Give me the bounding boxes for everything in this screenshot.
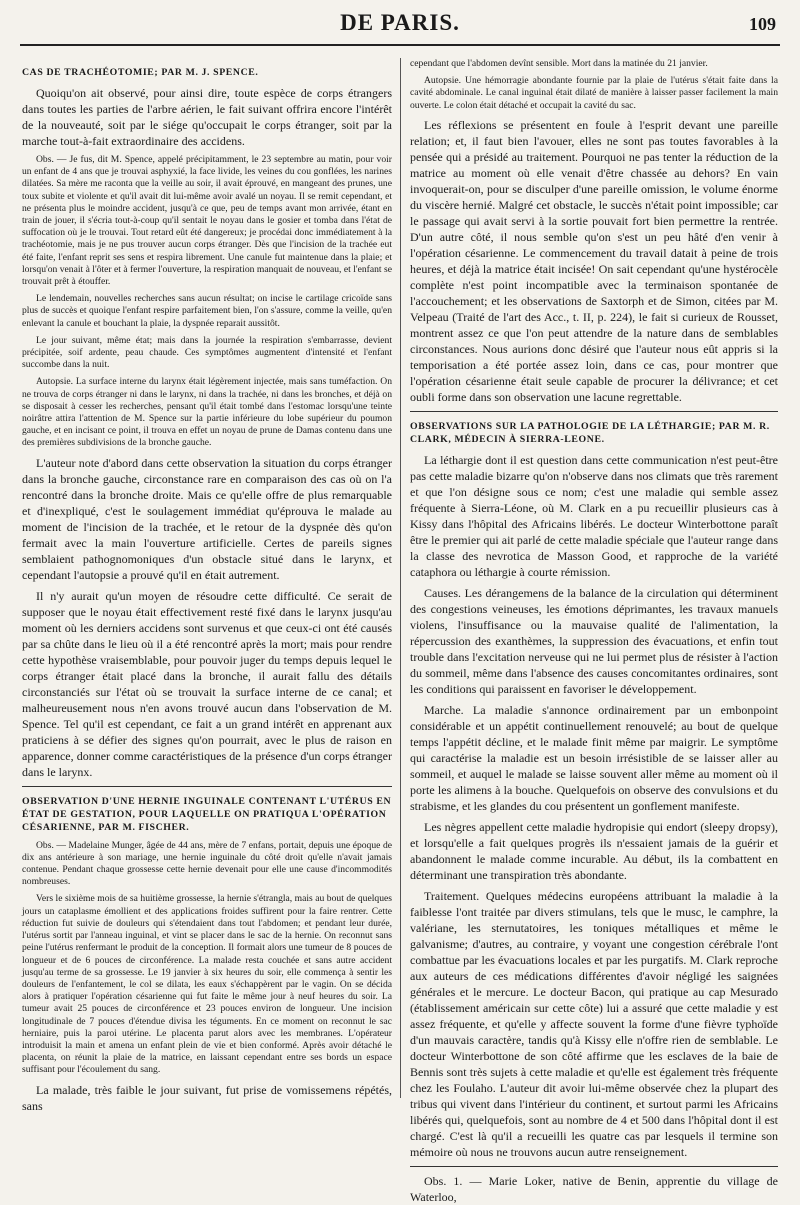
paragraph: La léthargie dont il est question dans cette communication n'est peut-être pas cette maladie bizarre qu'on n'observe dans nos climats que très rarement et que l'on désigne sous ce nom; c'est une maladie qui semble assez fréquente à Sierra-Léone, où M. Clark en a pu recueillir plusieurs cas à Kissy dans l'hôpital des Africains libérés. Le docteur Winterbottone paraît être le premier qui ait parlé de cette maladie spéciale que l'auteur range dans la classe des nevrotica de Masson Good, et rapproche de la variété cataphora ou léthargie à courte rémission. [410, 452, 778, 579]
intro-paragraph: Quoiqu'on ait observé, pour ainsi dire, toute espèce de corps étrangers dans toutes les parties de l'arbre aérien, le fait suivant offrira encore l'intérêt de la nouveauté, soit par le siége qu'occupait le corps étranger, soit par la marche tout-à-fait extraordinaire des accidens. [22, 86, 392, 148]
paragraph: Les nègres appellent cette maladie hydropisie qui endort (sleepy dropsy), et lorsqu'elle a fait quelques progrès ils n'essaient jamais de la guérir et abandonnent le malade comme incurable. Au début, ils la combattent en déterminant une transpiration très abondante. [410, 819, 778, 882]
continuation-paragraph: cependant que l'abdomen devînt sensible. Mort dans la matinée du 21 janvier. [410, 58, 708, 69]
section-divider [410, 411, 778, 412]
page-header [20, 0, 780, 46]
section-heading-tracheotomie: CAS DE TRACHÉOTOMIE; PAR M. J. SPENCE. [22, 67, 259, 78]
column-divider [400, 58, 401, 1098]
page-number: 109 [749, 14, 776, 34]
autopsie-paragraph: Autopsie. Une hémorragie abondante fournie par la plaie de l'utérus s'était faite dans la cavité abdominale. Le canal inguinal était dilaté de manière à laisser passer facilement la main ouverte. Le colon était détaché et occupait la cavité du sac. [410, 75, 778, 111]
autopsie-paragraph: Autopsie. La surface interne du larynx était légèrement injectée, mais sans tuméfaction. On ne trouva de corps étranger ni dans le larynx, ni dans la trachée, ni dans les bronches, et déjà on se disposait à cesser les recherches, pensant qu'il était tombé dans l'estomac lorsqu'une teinte noirâtre attira l'attention de M. Spence sur la partie inférieure du lobe supérieur du poumon gauche, et en incisant ce point, il trouva en effet un noyau de prune de Damas contenu dans une des premières subdivisions de la bronche gauche. [22, 376, 392, 449]
running-title: DE PARIS. [340, 10, 460, 35]
causes-paragraph: Causes. Les dérangemens de la balance de la circulation qui déterminent des congestions veineuses, les émotions déprimantes, les travaux manuels violens, l'insuffisance ou la mauvaise qualité de l'alimentation, la répercussion des exanthèmes, la suppression des évacuations, et enfin tout trouble dans l'excitation nerveuse qui ne lui permet plus de résister à l'action du sommeil, même dans l'absence des causes concomitantes ordinaires, sont les conditions qui paraissent en favoriser le développement. [410, 585, 778, 696]
observation-paragraph: Obs. 1. — Marie Loker, native de Benin, apprentie du village de Waterloo, [410, 1173, 778, 1204]
paragraph: Le jour suivant, même état; mais dans la journée la respiration s'embarrasse, devient précipitée, soif ardente, peau chaude. Ces symptômes augmentent d'intensité et l'enfant succombe dans la nuit. [22, 334, 392, 371]
observation-paragraph: Obs. — Madelaine Munger, âgée de 44 ans, mère de 7 enfans, portait, depuis une époque de dix ans antérieure à son mariage, une hernie inguinale du côté droit qu'elle n'avait jamais contenue. Pendant chaque grossesse cette hernie devenait pour elle une cause d'incommodités nombreuses. [22, 839, 392, 888]
paragraph: La malade, très faible le jour suivant, fut prise de vomissemens répétés, sans [22, 1082, 392, 1113]
section-heading-lethargie: OBSERVATIONS SUR LA PATHOLOGIE DE LA LÉTHARGIE; PAR M. R. CLARK, MÉDECIN À SIERRA-LEONE. [410, 420, 770, 445]
left-column [22, 58, 392, 1113]
paragraph: L'auteur note d'abord dans cette observation la situation du corps étranger dans la bronche gauche, circonstance rare en comparaison des cas où on l'a rencontré dans la bronche droite. Mais ce qu'elle offre de plus remarquable et d'inexpliqué, c'est le soulagement immédiat qu'éprouva le malade au moment de l'incision de la trachée, et le retour de la dyspnée dès qu'on fermait avec la main l'ouverture artificielle. Certes de pareils signes semblaient pathognomoniques d'un obstacle situé dans le larynx, et cependant l'autopsie a prouvé qu'il en était autrement. [22, 455, 392, 582]
section-divider [410, 1166, 778, 1167]
section-heading-hernie: OBSERVATION D'UNE HERNIE INGUINALE CONTENANT L'UTÉRUS EN ÉTAT DE GESTATION, POUR LAQUELLE ON PRATIQUA L'OPÉRATION CÉSARIENNE, PAR M. FISCHER. [22, 795, 392, 833]
section-divider [22, 786, 392, 787]
paragraph: Le lendemain, nouvelles recherches sans aucun résultat; on incise le cartilage cricoïde sans plus de succès et quoique l'enfant respire parfaitement bien, l'on s'assure, comme la veille, qu'en enlevant la canule et bouchant la plaie, la dyspnée reparait aussitôt. [22, 293, 392, 329]
paragraph: Il n'y aurait qu'un moyen de résoudre cette difficulté. Ce serait de supposer que le noyau était effectivement resté fixé dans le larynx jusqu'au moment où les derniers accidens sont survenus et que ceux-ci ont été causés par sa chûte dans le lieu où il a été rencontré après la mort; mais pour rendre cette hypothèse vraisemblable, pour pouvoir juger du temps depuis lequel le corps étranger était placé dans la bronche, il aurait fallu des détails circonstanciés sur l'état où se trouvait la surface interne de ce canal; et malheureusement nous n'en avons trouvé aucun dans l'observation de M. Spence. Tel qu'il est cependant, ce fait a un grand intérêt en apprenant aux praticiens à se défier des signes qu'on pourrait, avec le plus de raison en apparence, donner comme caractéristiques de la présence d'un corps étranger dans le larynx. [22, 588, 392, 779]
observation-paragraph: Obs. — Je fus, dit M. Spence, appelé précipitamment, le 23 septembre au matin, pour voir un enfant de 4 ans que je trouvai asphyxié, la face livide, les veines du cou gonflées, les narines dilatées. Sa mère me raconta que la veille au soir, il avait éprouvé, en mangeant des prunes, une toux subite et violente et qu'il avait dit lui-même avoir avalé un noyau. Il se remit cependant, et ne présenta plus le moindre accident, jusqu'à ce que, peu de temps avant mon arrivée, étant en train de jouer, il s'écria tout-à-coup qu'il sentait le noyau dans le gosier et tomba dans l'état de suffocation où je le trouvai. Tout retard eût été dangereux; je procédai donc immédiatement à la trachéotomie, mais je ne pus trouver aucun corps étranger. Dès que l'incision de la trachée eut été faite, l'enfant reprit ses sens et respira librement. Une canule fut maintenue dans la plaie; et lorsqu'on venait à l'ôter et à fermer l'ouverture, la respiration manquait de nouveau, et l'enfant se trouvait prêt à étouffer. [22, 154, 392, 288]
right-column [410, 58, 778, 1204]
marche-paragraph: Marche. La maladie s'annonce ordinairement par un embonpoint considérable et un appétit continuellement renouvelé; au bout de quelque temps l'appétit décline, et le malade finit même par maigrir. Le symptôme qui caractérise la maladie est un besoin irrésistible de se laisser aller au sommeil, et auquel le malade se laisse souvent aller même au moment où il porte les alimens à la bouche. Quelquefois on observe des convulsions et du strabisme, et les glandes du cou présentent un gonflement manifeste. [410, 702, 778, 813]
traitement-paragraph: Traitement. Quelques médecins européens attribuant la maladie à la faiblesse l'ont traitée par divers stimulans, tels que le musc, le camphre, la valériane, les sternutatoires, les toniques métalliques et même le galvanisme; d'autres, au contraire, y voyant une congestion cérébrale l'ont combattue par les évacuations locales et par les purgatifs. M. Clark reproche aux auteurs de ces médications différentes d'avoir négligé les saignées générales et le mercure. Le docteur Bacon, qui pratique au cap Mesurado (établissement américain sur cette côte) lui a assuré que cette maladie y est assez fréquente, et qu'elle y affecte souvent la forme d'une fièvre typhoïde d'un mauvais caractère, tandis qu'à Kissy elle n'offre rien de semblable. Le docteur Winterbottone de son côté affirme que les esclaves de la baie de Bennis sont très sujets à cette maladie et qu'elle est également très fréquente chez les Foulaho. L'auteur dit avoir lui-même observée chez la plupart des tribus qui vivent dans l'intérieur du continent, et surtout parmi les Africains libérés qui, quelquefois, sont au nombre de 4 et 500 dans l'hôpital dont il est chargé. C'est là qu'il a recueilli les quatre cas par lesquels il termine son mémoire où nous ne trouvons aucun autre renseignement. [410, 888, 778, 1159]
reflexions-paragraph: Les réflexions se présentent en foule à l'esprit devant une pareille relation; et, il faut bien l'avouer, elles ne sont pas toutes favorables à la pensée qui a présidé au traitement. Pourquoi ne pas tenter la réduction de la matrice au moment où elle venait d'être chassée au dehors? En vain invoquerait-on, pour se disculper d'une pareille omission, le volume énorme du viscère hernié. Malgré cet obstacle, le succès n'était point impossible; car le passage qui avait servi à la sortie pouvait fort bien permettre la rentrée. D'un autre côté, il nous semble qu'on s'est un peu hâté d'en venir à l'opération césarienne. Le commencement du travail datait à peine de trois heures, et déjà la matrice était incisée! On sait cependant qu'une hystérocèle complète n'est point incompatible avec la terminaison spontanée de l'accouchement; et les observations de Saxtorph et de Simon, citées par M. Velpeau (Traité de l'art des Acc., t. II, p. 224), le fait si curieux de Rousset, montrent assez ce que l'on peut attendre de la nature dans de semblables circonstances. Nous aurions donc désiré que l'auteur nous eût appris si la temporisation a été portée assez loin, dans ce cas, pour montrer que l'opération césarienne était seule capable de procurer la délivrance; et cet oubli forme dans son observation une lacune regrettable. [410, 117, 778, 404]
paragraph: Vers le sixième mois de sa huitième grossesse, la hernie s'étrangla, mais au bout de quelques jours un cataplasme émollient et des applications froides suffirent pour la faire rentrer. Cette réduction fut suivie de douleurs qui s'étendaient dans tout l'abdomen; et pendant leur durée, l'utérus sortit par l'anneau inguinal, et vint se placer dans le sac de la hernie. On reconnut sans peine l'utérus renfermant le produit de la conception. Il formait alors une tumeur de 8 pouces de longueur et de 6 pouces de circonférence. La malade resta couchée et sans autre accident jusqu'au terme de sa grossesse. Le 19 janvier à six heures du soir, elle commença à sentir les douleurs de l'enfantement, le col se dilata, les eaux s'échappèrent par le vagin. On se décida alors à pratiquer l'opération césarienne qui fut faite le même jour à neuf heures du soir. La tumeur avait 25 pouces de circonférence et 23 pouces environ de longueur. Une incision longitudinale de 7 pouces d'étendue divisa les téguments. En ce moment on reconnut le sac herniaire, puis la paroi utérine. Le placenta parut alors avec les membranes. L'opérateur introduisit la main et amena un enfant plein de vie et bien conformé. Après avoir détaché le placenta, on réunit la plaie de la matrice, en laissant cependant entre ses bords un espace suffisant pour l'écoulement du sang. [22, 893, 392, 1076]
